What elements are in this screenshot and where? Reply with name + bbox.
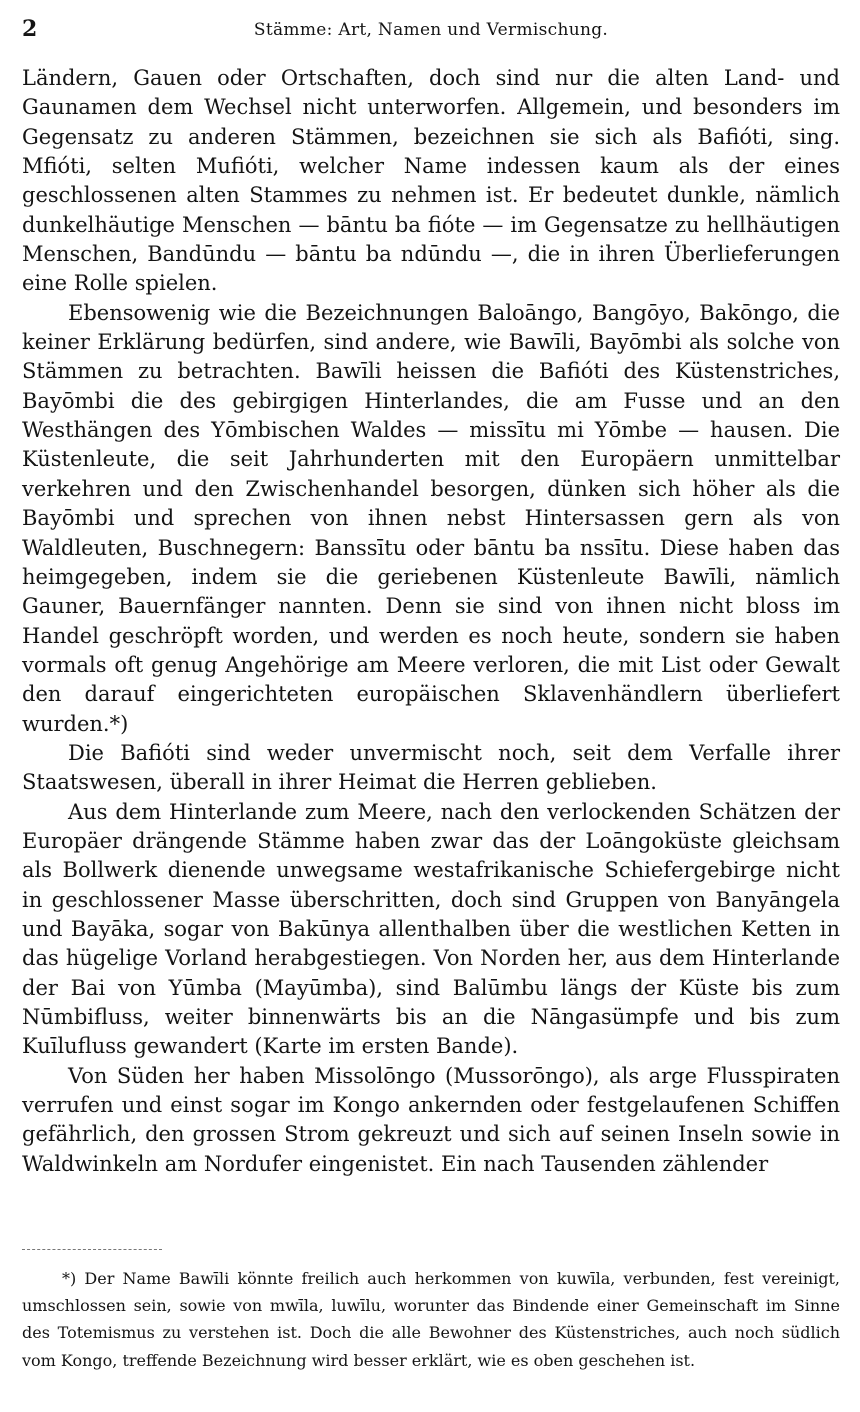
running-head: Stämme: Art, Namen und Vermischung. xyxy=(253,20,609,40)
page-number: 2 xyxy=(22,16,38,42)
body-text xyxy=(22,64,840,1179)
footnote-divider xyxy=(22,1249,162,1250)
paragraph-4: Aus dem Hinterlande zum Meere, nach den verlockenden Schätzen der Europäer drängende Stämme haben zwar das der Loāngoküste gleichsam als Bollwerk dienende unwegsame westafrikanische Schiefergebirge nicht in geschlossener Masse überschritten, doch sind Gruppen von Banyāngela und Bayāka, sogar von Bakūnya allenthalben über die westlichen Ketten in das hügelige Vorland herabgestiegen. Von Norden her, aus dem Hinterlande der Bai von Yūmba (Mayūmba), sind Balūmbu längs der Küste bis zum Nūmbifluss, weiter binnenwärts bis an die Nāngasümpfe und bis zum Kuīlufluss gewandert (Karte im ersten Bande). xyxy=(22,799,840,1059)
footnote-text: *) Der Name Bawīli könnte freilich auch herkommen von kuwīla, verbunden, fest vereinigt, umschlossen sein, sowie von mwīla, luwīlu, worunter das Bindende einer Gemeinschaft im Sinne des Totemismus zu verstehen ist. Doch die alle Bewohner des Küstenstriches, auch noch südlich vom Kongo, treffende Bezeichnung wird besser erklärt, wie es oben geschehen ist. xyxy=(22,1269,840,1370)
paragraph-5: Von Süden her haben Missolōngo (Mussorōngo), als arge Flusspiraten verrufen und einst sogar im Kongo ankernden oder festgelaufenen Schiffen gefährlich, den grossen Strom gekreuzt und sich auf seinen Inseln sowie in Waldwinkeln am Nordufer eingenistet. Ein nach Tausenden zählender xyxy=(22,1063,840,1176)
page-header xyxy=(22,14,840,44)
paragraph-1: Ländern, Gauen oder Ortschaften, doch sind nur die alten Land- und Gaunamen dem Wechsel nicht unterworfen. Allgemein, und besonders im Gegensatz zu anderen Stämmen, bezeichnen sie sich als Bafióti, sing. Mfióti, selten Mufióti, welcher Name indessen kaum als der eines geschlossenen alten Stammes zu nehmen ist. Er bedeutet dunkle, nämlich dunkelhäutige Menschen — bāntu ba fióte — im Gegensatze zu hellhäutigen Menschen, Bandūndu — bāntu ba ndūndu —, die in ihren Überlieferungen eine Rolle spielen. xyxy=(22,66,840,296)
footnote xyxy=(22,1265,840,1374)
paragraph-2: Ebensowenig wie die Bezeichnungen Baloāngo, Bangōyo, Bakōngo, die keiner Erklärung bedürfen, sind andere, wie Bawīli, Bayōmbi als solche von Stämmen zu betrachten. Bawīli heissen die Bafióti des Küstenstriches, Bayōmbi die des gebirgigen Hinterlandes, die am Fusse und an den Westhängen des Yōmbischen Waldes — missītu mi Yōmbe — hausen. Die Küstenleute, die seit Jahrhunderten mit den Europäern unmittelbar verkehren und den Zwischenhandel besorgen, dünken sich höher als die Bayōmbi und sprechen von ihnen nebst Hintersassen gern als von Waldleuten, Buschnegern: Banssītu oder bāntu ba nssītu. Diese haben das heimgegeben, indem sie die geriebenen Küstenleute Bawīli, nämlich Gauner, Bauernfänger nannten. Denn sie sind von ihnen nicht bloss im Handel geschröpft worden, und werden es noch heute, sondern sie haben vormals oft genug Angehörige am Meere verloren, die mit List oder Gewalt den darauf eingerichteten europäischen Sklavenhändlern überliefert wurden.*) xyxy=(22,300,840,736)
paragraph-3: Die Bafióti sind weder unvermischt noch, seit dem Verfalle ihrer Staatswesen, überall in ihrer Heimat die Herren geblieben. xyxy=(22,740,840,795)
